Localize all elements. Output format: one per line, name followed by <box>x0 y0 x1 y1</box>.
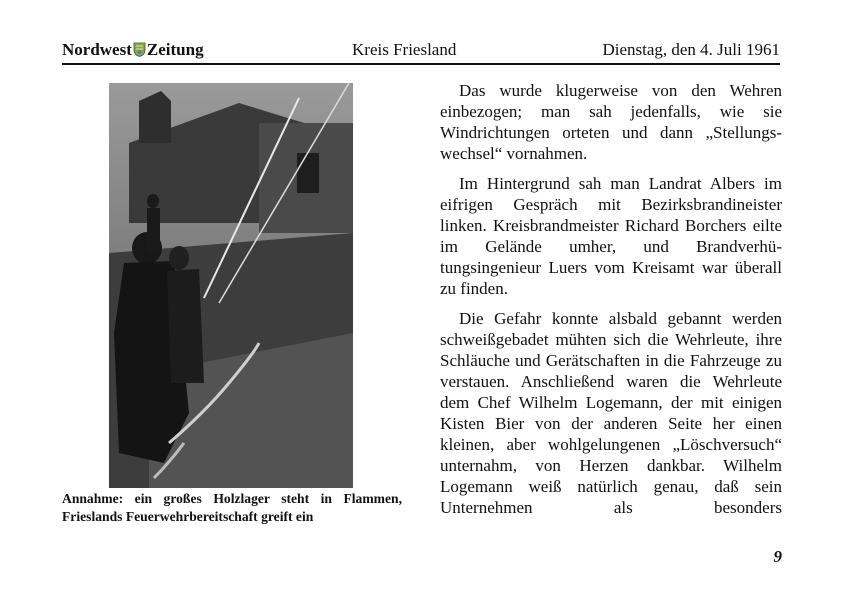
page-number: 9 <box>773 547 782 566</box>
issue-date: Dienstag, den 4. Juli 1961 <box>602 40 780 59</box>
section-title: Kreis Friesland <box>352 40 457 59</box>
newspaper-masthead <box>62 40 204 60</box>
article-paragraph: Das wurde klugerweise von den Wehren einbezogen; man sah jedenfalls, wie sie Windrichtungen orteten und dann „Stellungswechsel“ vornahmen. <box>440 81 782 163</box>
article-column <box>440 80 782 527</box>
photo-caption: Annahme: ein großes Holzlager steht in Flammen, Frieslands Feuerwehrbereitschaft greift ein <box>62 491 402 524</box>
masthead-left: Nordwest <box>62 40 132 59</box>
masthead-right: Zeitung <box>146 40 204 59</box>
page-header <box>62 40 780 62</box>
coat-of-arms-icon <box>133 42 146 57</box>
article-photo <box>109 83 353 488</box>
header-rule <box>62 63 780 65</box>
article-paragraph: Im Hintergrund sah man Landrat Albers im eifrigen Gespräch mit Bezirksbrandineister linken. Kreisbrandmeister Richard Borchers eilte im Gelände umher, und Brandverhütungsingenieur Luers vom Kreisamt war überall zu finden. <box>440 174 782 298</box>
fire-drill-photo-illustration <box>109 83 353 488</box>
article-paragraph: Die Gefahr konnte alsbald gebannt werden schweißgebadet mühten sich die Wehrleute, ihre Schläuche und Gerätschaften in die Fahrzeuge zu verstauen. Anschließend waren die Wehrleute dem Chef Wilhelm Logemann, der mit einigen Kisten Bier von der anderen Seite her einen kleinen, aber wohlgelungenen „Löschversuch“ unternahm, von Herzen dankbar. Wilhelm Logemann weiß natürlich genau, daß sein Unternehmen als besonders <box>440 309 782 517</box>
